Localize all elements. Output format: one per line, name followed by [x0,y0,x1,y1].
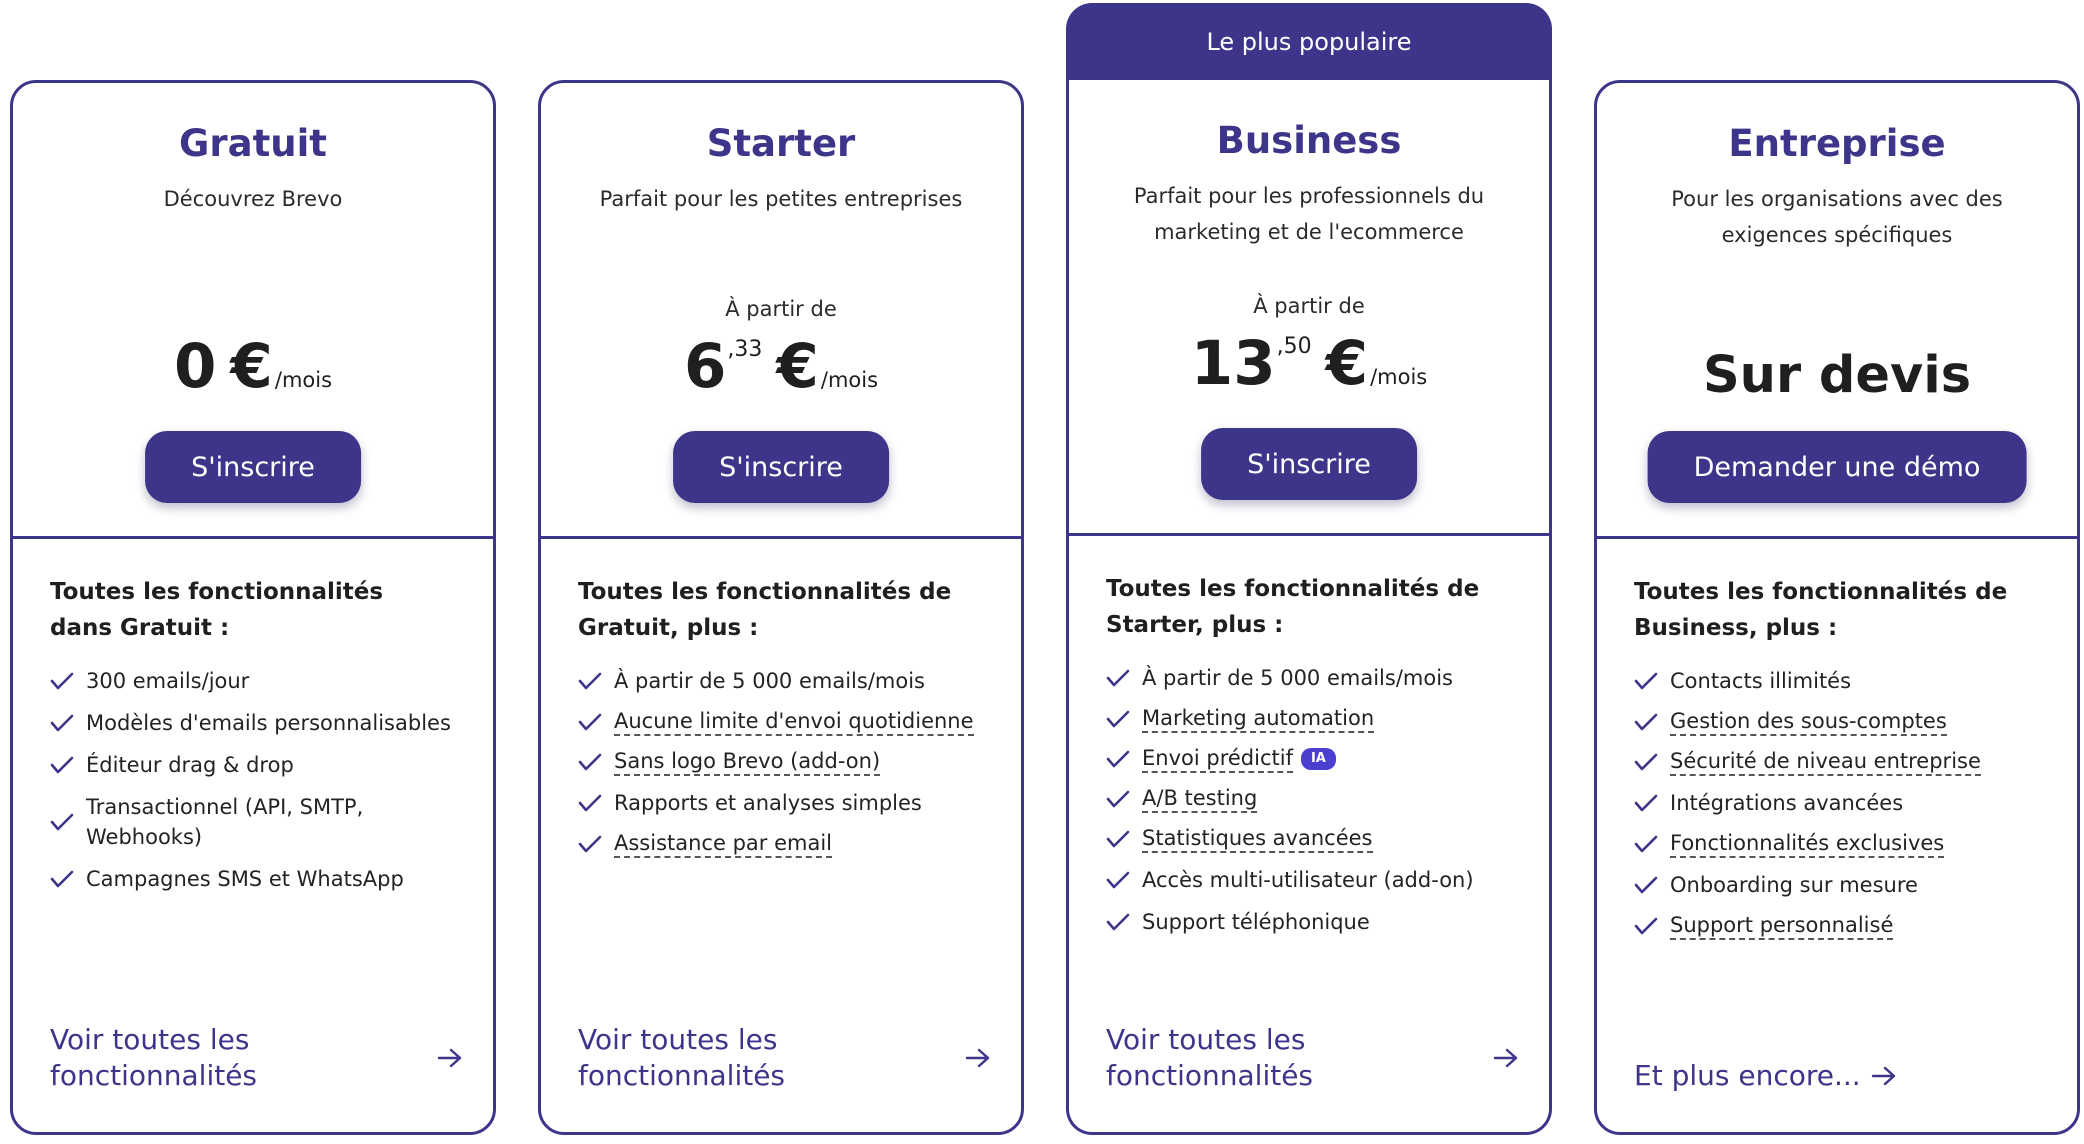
plan-card-gratuit [10,80,496,1135]
feature-tooltip-text[interactable]: Sans logo Brevo (add-on) [614,748,880,776]
card-divider [13,536,493,539]
feature-tooltip-text[interactable]: Gestion des sous-comptes [1670,708,1947,736]
feature-item [1634,788,2057,818]
arrow-right-icon [965,1047,991,1069]
check-icon [1634,671,1658,691]
arrow-right-icon [437,1047,463,1069]
check-icon [578,671,602,691]
link-label: Et plus encore... [1634,1059,1861,1092]
plan-card-business [1066,27,1552,1135]
feature-item [1634,870,2057,900]
feature-text: À partir de 5 000 emails/mois [1142,666,1453,690]
price-currency: € [230,331,273,402]
see-all-features-link[interactable] [1106,1022,1519,1094]
arrow-right-icon [1871,1065,1897,1087]
feature-item[interactable] [1106,705,1529,733]
feature-tooltip-text[interactable]: Envoi prédictif [1142,745,1293,773]
check-icon [1634,834,1658,854]
feature-tooltip-text[interactable]: Statistiques avancées [1142,825,1373,853]
plan-description: Pour les organisations avec des exigences spécifiques [1671,187,2003,247]
feature-text: Rapports et analyses simples [614,791,922,815]
feature-list [578,666,1001,870]
check-icon [1634,875,1658,895]
check-icon [1634,793,1658,813]
plan-price [13,331,493,402]
card-divider [541,536,1021,539]
check-icon [50,713,74,733]
feature-tooltip-text[interactable]: A/B testing [1142,785,1257,813]
feature-tooltip-text[interactable]: Support personnalisé [1670,912,1893,940]
feature-item [1106,663,1529,693]
feature-text: Transactionnel (API, SMTP, Webhooks) [86,795,364,849]
check-icon [1106,829,1130,849]
feature-text: Onboarding sur mesure [1670,873,1918,897]
plan-card-starter [538,80,1024,1135]
price-integer: 13 [1190,328,1276,399]
feature-item [1634,666,2057,696]
feature-item[interactable] [578,708,1001,736]
check-icon [578,834,602,854]
feature-item [1106,907,1529,937]
price-from-label: À partir de [725,297,837,321]
check-icon [1634,752,1658,772]
feature-item [50,750,473,780]
see-all-features-link[interactable] [578,1022,991,1094]
feature-item[interactable] [1106,825,1529,853]
plan-price [541,331,1021,402]
signup-button[interactable]: S'inscrire [145,431,361,503]
plan-name: Business [1216,119,1402,162]
check-icon [50,671,74,691]
feature-text: Éditeur drag & drop [86,753,294,777]
feature-list [50,666,473,906]
feature-item [578,666,1001,696]
feature-item[interactable] [1634,708,2057,736]
link-label: Voir toutes les fonctionnalités [1106,1023,1314,1092]
check-icon [1106,912,1130,932]
request-demo-button[interactable]: Demander une démo [1648,431,2027,503]
check-icon [578,752,602,772]
feature-item[interactable] [1634,748,2057,776]
price-period: /mois [820,368,879,392]
check-icon [1634,712,1658,732]
check-icon [1106,870,1130,890]
feature-item [578,788,1001,818]
check-icon [1106,668,1130,688]
plan-name: Starter [706,122,856,165]
price-integer: 6 [683,331,727,402]
price-currency: € [1325,328,1369,399]
feature-item[interactable] [1106,785,1529,813]
check-icon [1106,709,1130,729]
link-label: Voir toutes les fonctionnalités [50,1023,258,1092]
feature-list [1634,666,2057,952]
check-icon [50,869,74,889]
check-icon [50,812,74,832]
card-divider [1597,536,2077,539]
plan-price-quote: Sur devis [1702,346,1972,405]
more-features-link[interactable] [1634,1058,2047,1094]
features-title: Toutes les fonctionnalités dans Gratuit : [50,579,384,641]
signup-button[interactable]: S'inscrire [1201,428,1417,500]
features-title: Toutes les fonctionnalités de Starter, plus : [1106,576,1480,638]
feature-item[interactable] [578,748,1001,776]
feature-tooltip-text[interactable]: Assistance par email [614,830,832,858]
check-icon [50,755,74,775]
check-icon [1106,789,1130,809]
feature-text: Intégrations avancées [1670,791,1904,815]
price-decimal: ,50 [1276,334,1312,359]
plan-description: Parfait pour les professionnels du marketing et de l'ecommerce [1133,184,1485,244]
price-period: /mois [1370,365,1428,389]
feature-item [50,864,473,894]
feature-tooltip-text[interactable]: Marketing automation [1142,705,1374,733]
arrow-right-icon [1493,1047,1519,1069]
check-icon [578,712,602,732]
feature-text: À partir de 5 000 emails/mois [614,669,925,693]
check-icon [578,793,602,813]
features-title: Toutes les fonctionnalités de Business, plus : [1634,579,2008,641]
plan-name: Entreprise [1728,122,1946,165]
features-title: Toutes les fonctionnalités de Gratuit, plus : [578,579,952,641]
popular-badge: Le plus populaire [1066,3,1552,80]
link-label: Voir toutes les fonctionnalités [578,1023,786,1092]
feature-item [50,708,473,738]
feature-item[interactable] [1106,745,1529,773]
feature-list [1106,663,1529,949]
price-period: /mois [274,368,333,392]
check-icon [1106,749,1130,769]
card-divider [1069,533,1549,536]
feature-item[interactable] [1634,912,2057,940]
price-integer: 0 [173,331,217,402]
feature-text: Modèles d'emails personnalisables [86,711,451,735]
see-all-features-link[interactable] [50,1022,463,1094]
plan-name: Gratuit [179,122,327,165]
feature-item [50,792,473,852]
feature-text: 300 emails/jour [86,669,250,693]
plan-price [1069,328,1549,399]
feature-item[interactable] [1634,830,2057,858]
feature-item [1106,865,1529,895]
plan-description: Parfait pour les petites entreprises [599,187,963,211]
feature-text: Accès multi-utilisateur (add-on) [1142,868,1474,892]
check-icon [1634,916,1658,936]
plan-card-entreprise [1594,80,2080,1135]
feature-text: Contacts illimités [1670,669,1852,693]
price-currency: € [776,331,819,402]
feature-item [50,666,473,696]
price-from-label: À partir de [1253,294,1365,318]
price-decimal: ,33 [727,337,763,362]
feature-tooltip-text[interactable]: Aucune limite d'envoi quotidienne [614,708,974,736]
feature-tooltip-text[interactable]: Fonctionnalités exclusives [1670,830,1944,858]
ai-badge: IA [1301,748,1336,770]
feature-tooltip-text[interactable]: Sécurité de niveau entreprise [1670,748,1981,776]
feature-text: Campagnes SMS et WhatsApp [86,867,404,891]
plan-description: Découvrez Brevo [163,187,343,211]
feature-text: Support téléphonique [1142,910,1370,934]
signup-button[interactable]: S'inscrire [673,431,889,503]
feature-item[interactable] [578,830,1001,858]
